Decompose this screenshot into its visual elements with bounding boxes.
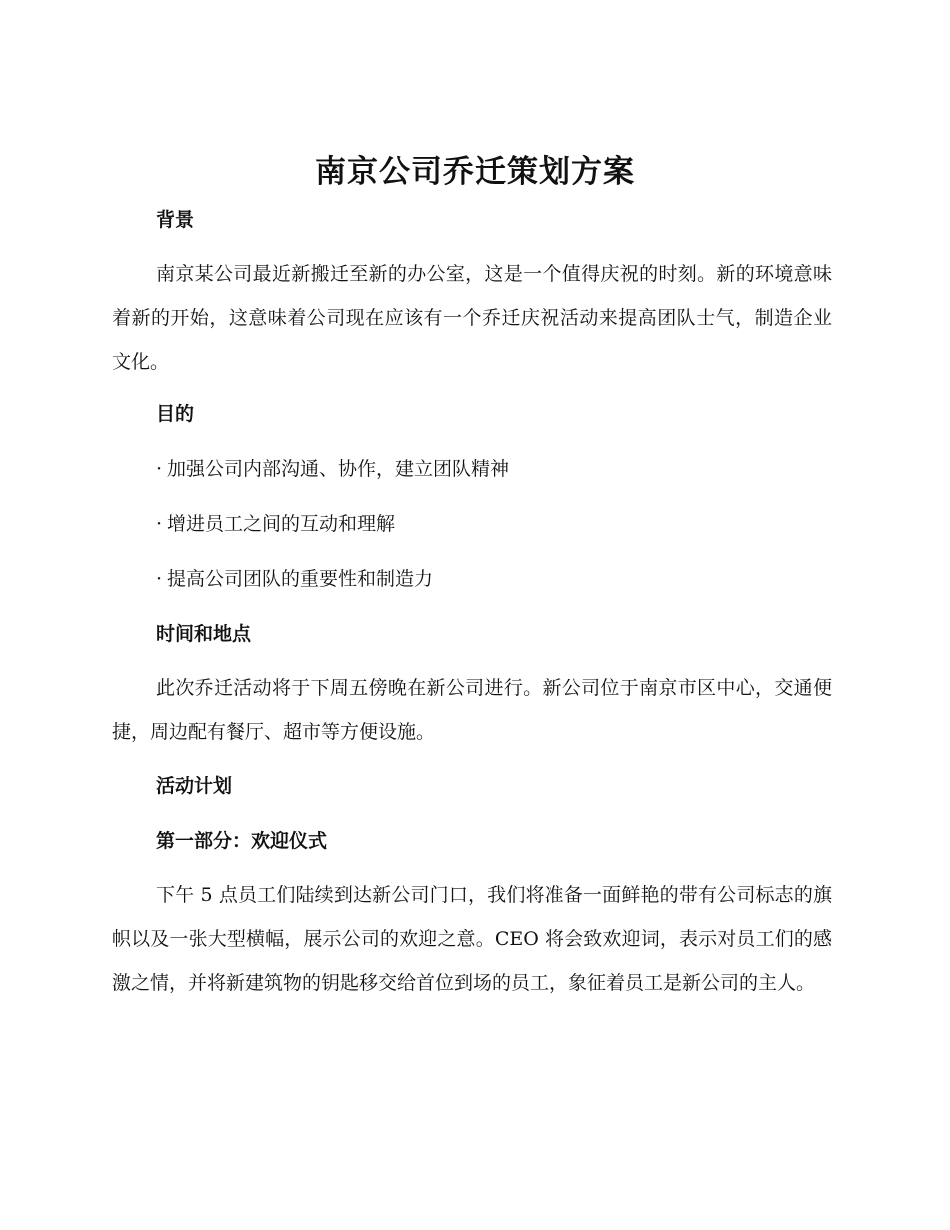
purpose-bullet-item [156, 565, 433, 593]
purpose-bullet-item [156, 455, 509, 483]
background-paragraph: 南京某公司最近新搬迁至新的办公室，这是一个值得庆祝的时刻。新的环境意味着新的开始，这意味着公司现在应该有一个乔迁庆祝活动来提高团队士气，制造企业文化。 [112, 263, 832, 373]
subsection-heading-part1: 第一部分：欢迎仪式 [156, 830, 328, 852]
section-heading-purpose: 目的 [156, 403, 195, 425]
purpose-item-text: 提高公司团队的重要性和制造力 [167, 568, 434, 590]
purpose-item-text: 增进员工之间的互动和理解 [167, 513, 396, 535]
bullet-dot-icon: · [156, 458, 163, 480]
time-place-paragraph: 此次乔迁活动将于下周五傍晚在新公司进行。新公司位于南京市区中心，交通便捷，周边配有餐厅、超市等方便设施。 [112, 677, 832, 743]
part1-paragraph: 下午 5 点员工们陆续到达新公司门口，我们将准备一面鲜艳的带有公司标志的旗帜以及一张大型横幅，展示公司的欢迎之意。CEO 将会致欢迎词，表示对员工们的感激之情，并将新建筑物的钥匙移交给首位到场的员工，象征着员工是新公司的主人。 [112, 884, 832, 994]
section-heading-activity-plan: 活动计划 [156, 775, 233, 797]
document-title: 南京公司乔迁策划方案 [315, 154, 635, 190]
bullet-dot-icon: · [156, 513, 163, 535]
purpose-item-text: 加强公司内部沟通、协作，建立团队精神 [167, 458, 510, 480]
purpose-bullet-item [156, 510, 395, 538]
section-heading-time-place: 时间和地点 [156, 623, 252, 645]
bullet-dot-icon: · [156, 568, 163, 590]
section-heading-background: 背景 [156, 209, 195, 231]
